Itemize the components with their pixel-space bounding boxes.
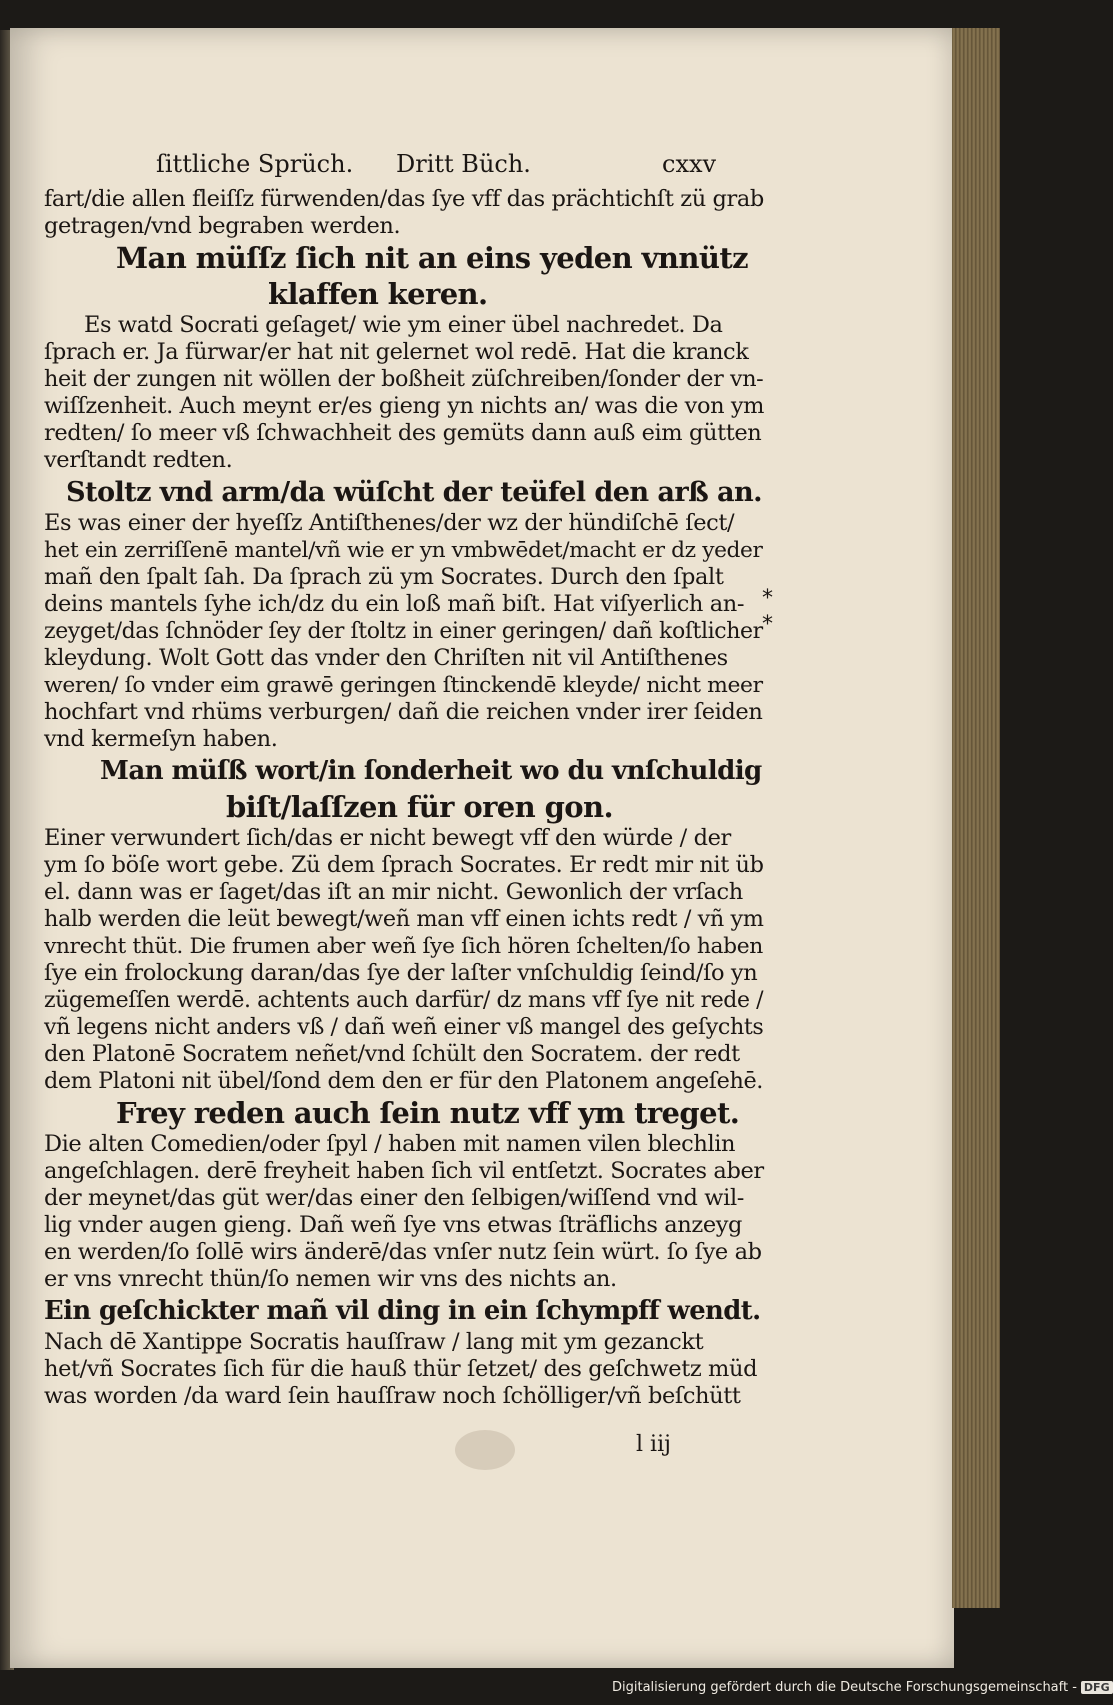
text-line: was worden /da ward ſein hauſſraw noch ſchölliger/vñ beſchütt	[44, 1383, 741, 1409]
page-text-block	[44, 150, 764, 1410]
text-line: angeſchlagen. derē freyheit haben ſich vil entſetzt. Socrates aber	[44, 1158, 764, 1184]
text-line: zeyget/das ſchnöder ſey der ſtoltz in einer geringen/ dañ koſtlicher	[44, 619, 763, 644]
footer-text: Digitalisierung gefördert durch die Deutsche Forschungsgemeinschaft -	[612, 1680, 1077, 1695]
section-heading: Frey reden auch ſein nutz vff ym treget.	[116, 1096, 740, 1130]
text-line: el. dann was er ſaget/das iſt an mir nicht. Gewonlich der vrſach	[44, 879, 743, 905]
footer-credit	[612, 1680, 1113, 1695]
text-line: ſprach er. Ja fürwar/er hat nit gelernet wol redē. Hat die kranck	[44, 339, 749, 365]
paper-stain	[455, 1430, 515, 1470]
text-line: Nach dē Xantippe Socratis hauſſraw / lang mit ym gezanckt	[44, 1329, 704, 1355]
book-fore-edge	[952, 28, 1000, 1608]
text-line: wiſſzenheit. Auch meynt er/es gieng yn nichts an/ was die von ym	[44, 393, 764, 419]
section-heading: Ein geſchickter mañ vil ding in ein ſchympff wendt.	[44, 1296, 761, 1326]
text-line: deins mantels ſyhe ich/dz du ein loß mañ biſt. Hat viſyerlich an-	[44, 591, 745, 617]
text-line: hochfart vnd rhüms verburgen/ dañ die reichen vnder irer ſeiden	[44, 699, 763, 725]
text-line: kleydung. Wolt Gott das vnder den Chriſten nit vil Antiſthenes	[44, 645, 728, 671]
text-line: vnd kermeſyn haben.	[44, 726, 278, 752]
text-line: Einer verwundert ſich/das er nicht bewegt vff den würde / der	[44, 825, 731, 851]
text-line: dem Platoni nit übel/ſond dem den er für den Platonem angeſehē.	[44, 1068, 763, 1094]
text-line: het/vñ Socrates ſich für die hauß thür ſetzet/ des geſchwetz müd	[44, 1356, 758, 1382]
dfg-logo: DFG	[1081, 1681, 1113, 1694]
section-heading: Man müſſz ſich nit an eins yeden vnnütz	[116, 241, 749, 275]
text-line: Die alten Comedien/oder ſpyl / haben mit namen vilen blechlin	[44, 1131, 736, 1157]
text-line: mañ den ſpalt ſah. Da ſprach zü ym Socrates. Durch den ſpalt	[44, 564, 724, 590]
text-line: halb werden die leüt bewegt/weñ man vff einen ichts redt / vñ ym	[44, 906, 764, 932]
text-line: heit der zungen nit wöllen der boßheit züſchreiben/ſonder der vn-	[44, 366, 764, 392]
text-line: der meynet/das güt wer/das einer den ſelbigen/wiſſend vnd wil-	[44, 1185, 744, 1211]
text-line: zügemeſſen werdē. achtents auch darfür/ dz mans vff ſye nit rede /	[44, 988, 764, 1013]
header-folio-number: cxxv	[662, 150, 717, 178]
text-line: Es was einer der hyeſſz Antiſthenes/der wz der hündiſchē ſect/	[44, 510, 735, 536]
text-line: en werden/ſo ſollē wirs änderē/das vnſer nutz ſein würt. ſo ſye ab	[44, 1239, 762, 1265]
header-title: ſittliche Sprüch.	[156, 150, 354, 178]
text-line: lig vnder augen gieng. Dañ weñ ſye vns etwas ſträflichs anzeyg	[44, 1212, 743, 1238]
text-lines	[44, 186, 764, 1410]
text-line: redten/ ſo meer vß ſchwachheit des gemüts dann auß eim gütten	[44, 420, 762, 446]
section-heading: Man müſß wort/in ſonderheit wo du vnſchuldig	[100, 755, 762, 786]
section-heading: biſt/laſſzen für oren gon.	[226, 790, 614, 824]
text-line: fart/die allen fleiſſz fürwenden/das ſye vff das prächtichſt zü grab	[44, 186, 764, 212]
running-header	[44, 150, 764, 186]
text-line: Es watd Socrati geſaget/ wie ym einer übel nachredet. Da	[84, 312, 723, 338]
signature-mark: l iij	[636, 1432, 671, 1457]
text-line: er vns vnrecht thün/ſo nemen wir vns des nichts an.	[44, 1266, 617, 1292]
text-line: vnrecht thüt. Die frumen aber weñ ſye ſich hören ſchelten/ſo haben	[44, 934, 763, 959]
text-line: den Platonē Socratem neñet/vnd ſchült den Socratem. der redt	[44, 1041, 740, 1067]
margin-asterisk: *	[762, 612, 773, 637]
header-book: Dritt Büch.	[396, 150, 531, 178]
text-line: het ein zerriſſenē mantel/vñ wie er yn vmbwēdet/macht er dz yeder	[44, 538, 763, 563]
text-line: ſye ein frolockung daran/das ſye der laſter vnſchuldig ſeind/ſo yn	[44, 960, 758, 986]
text-line: weren/ ſo vnder eim grawē geringen ſtinckendē kleyde/ nicht meer	[44, 673, 763, 698]
section-heading: Stoltz vnd arm/da wüſcht der teüfel den arß an.	[66, 476, 763, 508]
section-heading: klaffen keren.	[268, 277, 488, 311]
text-line: getragen/vnd begraben werden.	[44, 213, 401, 239]
text-line: vñ legens nicht anders vß / dañ weñ einer vß mangel des geſychts	[44, 1014, 764, 1040]
margin-asterisk: *	[762, 586, 773, 611]
text-line: ym ſo böſe wort gebe. Zü dem ſprach Socrates. Er redt mir nit üb	[44, 852, 764, 878]
text-line: verſtandt redten.	[44, 447, 233, 473]
